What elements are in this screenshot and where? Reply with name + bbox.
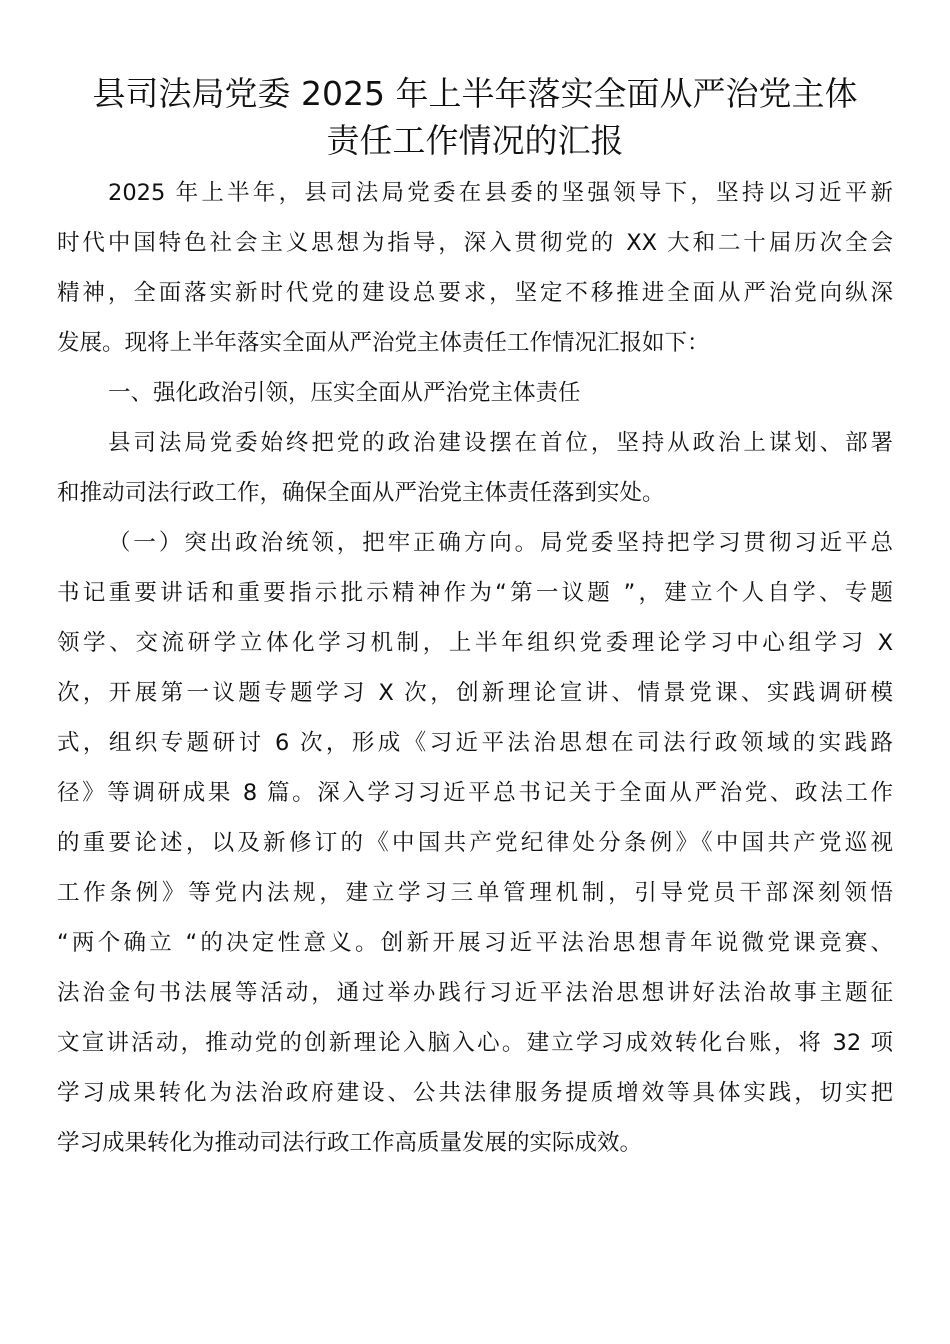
document-body (57, 168, 893, 1168)
paragraph-line: 式，组织专题研讨 6 次，形成《习近平法治思想在司法行政领域的实践路 (57, 730, 893, 756)
section-intro-paragraph (57, 418, 893, 518)
paragraph-line: 县司法局党委始终把党的政治建设摆在首位，坚持从政治上谋划、部署 (108, 430, 893, 456)
paragraph-line: 文宣讲活动，推动党的创新理论入脑入心。建立学习成效转化台账，将 32 项 (57, 1030, 893, 1056)
paragraph-line: （一）突出政治统领，把牢正确方向。局党委坚持把学习贯彻习近平总 (108, 530, 893, 556)
paragraph-line: 次，开展第一议题专题学习 X 次，创新理论宣讲、情景党课、实践调研模 (57, 680, 893, 706)
paragraph-line: 法治金句书法展等活动，通过举办践行习近平法治思想讲好法治故事主题征 (57, 980, 893, 1006)
paragraph-line: 时代中国特色社会主义思想为指导，深入贯彻党的 XX 大和二十届历次全会 (57, 230, 893, 256)
paragraph-line: 工作条例》等党内法规，建立学习三单管理机制，引导党员干部深刻领悟 (57, 880, 893, 906)
title-line: 县司法局党委 2025 年上半年落实全面从严治党主体 (92, 74, 858, 113)
paragraph-line: 径》等调研成果 8 篇。深入学习习近平总书记关于全面从严治党、政法工作 (57, 780, 893, 806)
paragraph-line: 学习成果转化为推动司法行政工作高质量发展的实际成效。 (57, 1130, 643, 1156)
paragraph-line: 书记重要讲话和重要指示批示精神作为“第一议题 ”，建立个人自学、专题 (57, 580, 893, 606)
paragraph-line: 领学、交流研学立体化学习机制，上半年组织党委理论学习中心组学习 X (57, 630, 893, 656)
paragraph-line: 和推动司法行政工作，确保全面从严治党主体责任落到实处。 (57, 480, 665, 506)
subsection-paragraph (57, 518, 893, 1168)
paragraph-line: 发展。现将上半年落实全面从严治党主体责任工作情况汇报如下： (57, 330, 710, 356)
title-line: 责任工作情况的汇报 (326, 121, 624, 160)
paragraph-line: 精神，全面落实新时代党的建设总要求，坚定不移推进全面从严治党向纵深 (57, 280, 893, 306)
intro-paragraph (57, 168, 893, 368)
paragraph-line: 学习成果转化为法治政府建设、公共法律服务提质增效等具体实践，切实把 (57, 1080, 893, 1106)
document-title (50, 70, 900, 164)
section-heading (57, 368, 893, 418)
paragraph-line: “两个确立 “的决定性意义。创新开展习近平法治思想青年说微党课竞赛、 (57, 930, 893, 956)
paragraph-line: 的重要论述，以及新修订的《中国共产党纪律处分条例》《中国共产党巡视 (57, 830, 893, 856)
section-heading-text: 一、强化政治引领，压实全面从严治党主体责任 (108, 380, 581, 406)
paragraph-line: 2025 年上半年，县司法局党委在县委的坚强领导下，坚持以习近平新 (108, 180, 893, 206)
